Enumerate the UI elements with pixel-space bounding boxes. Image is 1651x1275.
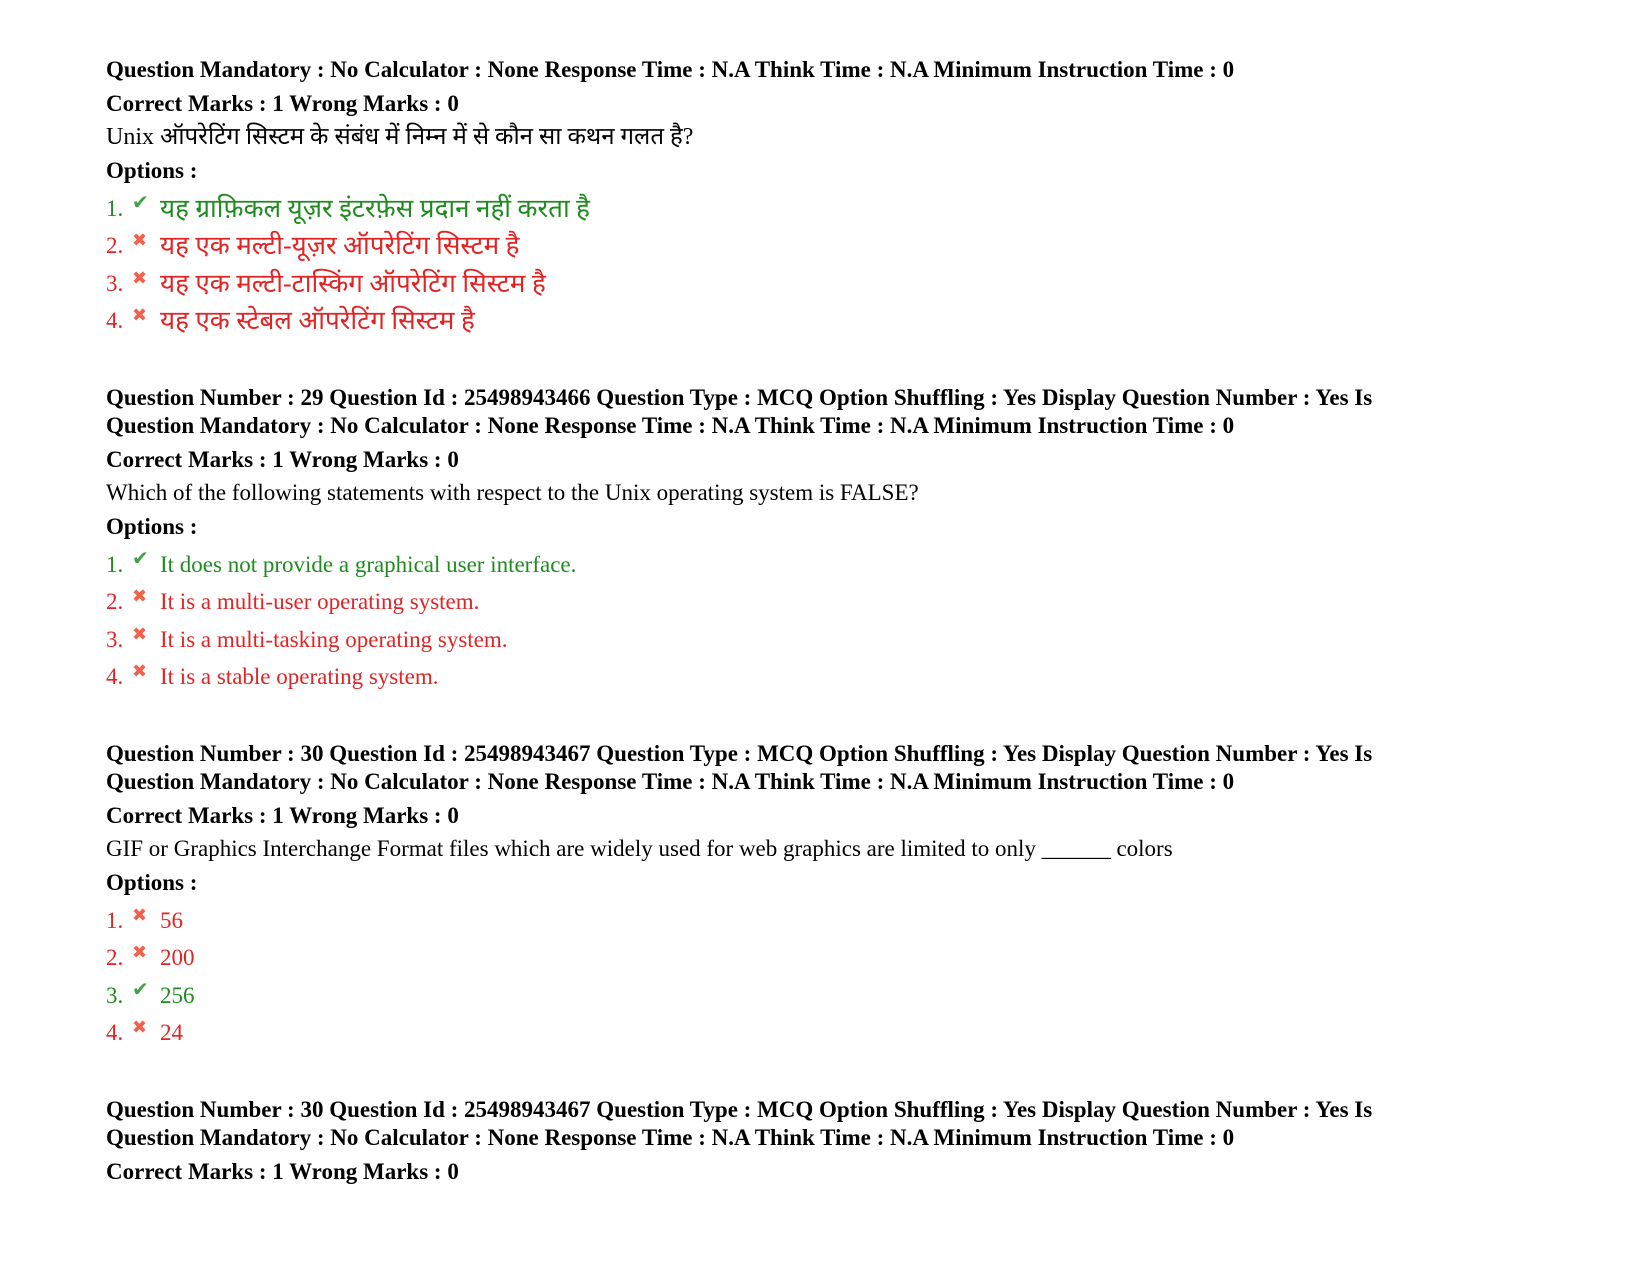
option-number: 4. <box>106 1020 124 1046</box>
option-text: 56 <box>160 907 183 933</box>
option-number: 2. <box>106 945 124 971</box>
cross-icon: ✖ <box>132 230 148 251</box>
check-icon: ✔ <box>132 547 149 570</box>
marks-line: Correct Marks : 1 Wrong Marks : 0 <box>106 1159 459 1184</box>
question-meta: Question Number : 29 Question Id : 25498943466 Question Type : MCQ Option Shuffling : Yes Display Question Number : Yes Is <box>106 385 1373 410</box>
option-number: 2. <box>106 589 124 615</box>
option-number: 2. <box>106 233 124 259</box>
marks-line: Correct Marks : 1 Wrong Marks : 0 <box>106 803 459 828</box>
question-block-continued <box>106 56 1566 340</box>
cross-icon: ✖ <box>132 267 148 288</box>
option-item <box>106 621 1566 659</box>
question-block-30-hindi <box>106 1096 1566 1186</box>
marks-line: Correct Marks : 1 Wrong Marks : 0 <box>106 91 459 116</box>
question-meta: Question Mandatory : No Calculator : None Response Time : N.A Think Time : N.A Minimum Instruction Time : 0 <box>106 413 1235 438</box>
question-block-30 <box>106 740 1566 1052</box>
option-text: It does not provide a graphical user interface. <box>160 551 577 577</box>
option-text: 24 <box>160 1020 183 1046</box>
question-text: Unix ऑपरेटिंग सिस्टम के संबंध में निम्न में से कौन सा कथन गलत है? <box>106 124 694 150</box>
option-text: यह ग्राफ़िकल यूज़र इंटरफ़ेस प्रदान नहीं करता है <box>160 193 590 223</box>
cross-icon: ✖ <box>132 1017 148 1038</box>
option-item <box>106 940 1566 978</box>
question-text: Which of the following statements with respect to the Unix operating system is FALSE? <box>106 480 919 505</box>
option-item <box>106 190 1566 228</box>
question-meta: Question Number : 30 Question Id : 25498943467 Question Type : MCQ Option Shuffling : Yes Display Question Number : Yes Is <box>106 1097 1373 1122</box>
option-item <box>106 1015 1566 1053</box>
option-number: 1. <box>106 551 124 577</box>
cross-icon: ✖ <box>132 942 148 963</box>
question-meta: Question Mandatory : No Calculator : None Response Time : N.A Think Time : N.A Minimum Instruction Time : 0 <box>106 1125 1235 1150</box>
options-label: Options : <box>106 158 198 183</box>
option-number: 1. <box>106 195 124 221</box>
option-item <box>106 902 1566 940</box>
question-meta: Question Number : 30 Question Id : 25498943467 Question Type : MCQ Option Shuffling : Yes Display Question Number : Yes Is <box>106 741 1373 766</box>
document-page <box>106 56 1566 1190</box>
check-icon: ✔ <box>132 978 149 1001</box>
cross-icon: ✖ <box>132 623 148 644</box>
cross-icon: ✖ <box>132 904 148 925</box>
marks-line: Correct Marks : 1 Wrong Marks : 0 <box>106 447 459 472</box>
option-item <box>106 546 1566 584</box>
option-item <box>106 228 1566 266</box>
option-item <box>106 977 1566 1015</box>
option-text: 200 <box>160 945 195 971</box>
option-number: 4. <box>106 664 124 690</box>
option-text: It is a stable operating system. <box>160 664 439 690</box>
options-label: Options : <box>106 514 198 539</box>
option-number: 3. <box>106 626 124 652</box>
option-number: 1. <box>106 907 124 933</box>
option-text: यह एक मल्टी-टास्किंग ऑपरेटिंग सिस्टम है <box>160 268 546 298</box>
cross-icon: ✖ <box>132 305 148 326</box>
option-item <box>106 265 1566 303</box>
cross-icon: ✖ <box>132 661 148 682</box>
question-meta: Question Mandatory : No Calculator : None Response Time : N.A Think Time : N.A Minimum Instruction Time : 0 <box>106 57 1235 82</box>
question-text: GIF or Graphics Interchange Format files which are widely used for web graphics are limited to only ______ colors <box>106 836 1173 861</box>
option-text: It is a multi-user operating system. <box>160 589 480 615</box>
option-text: यह एक स्टेबल ऑपरेटिंग सिस्टम है <box>160 306 475 336</box>
option-item <box>106 303 1566 341</box>
option-number: 3. <box>106 270 124 296</box>
option-number: 3. <box>106 982 124 1008</box>
option-item <box>106 584 1566 622</box>
option-item <box>106 659 1566 697</box>
option-text: 256 <box>160 982 195 1008</box>
option-text: यह एक मल्टी-यूज़र ऑपरेटिंग सिस्टम है <box>160 231 520 261</box>
question-meta: Question Mandatory : No Calculator : None Response Time : N.A Think Time : N.A Minimum Instruction Time : 0 <box>106 769 1235 794</box>
option-number: 4. <box>106 308 124 334</box>
option-text: It is a multi-tasking operating system. <box>160 626 508 652</box>
check-icon: ✔ <box>132 191 149 214</box>
cross-icon: ✖ <box>132 586 148 607</box>
question-block-29 <box>106 384 1566 696</box>
options-label: Options : <box>106 870 198 895</box>
